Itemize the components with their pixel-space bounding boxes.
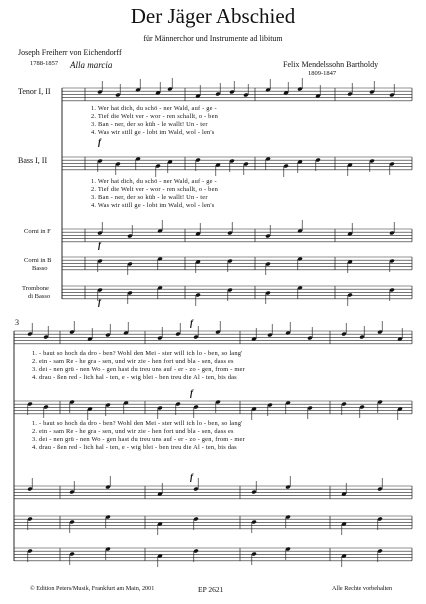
tempo-marking: Alla marcia [70,60,113,70]
lyric-tenor-3: 3. Ban - ner, der so küh - le wallt! Un - ter [91,121,208,128]
lyric2-bass-3: 3. dei - nen grü - nen Wo - gen hast du treu uns auf - er - zo - gen, from - mer [32,436,245,443]
lyric-bass-1: 1. Wer hat dich, du schö - ner Wald, auf - ge - [91,178,217,185]
page-subtitle: für Männerchor und Instrumente ad libitum [143,34,283,43]
lyric-tenor-1: 1. Wer hat dich, du schö - ner Wald, auf - ge - [91,105,217,112]
lyric2-tenor-2: 2. ein - sam Re - he gra - sen, und wir zie - hen fort und bla - sen, dass es [32,358,234,365]
lyric2-bass-2: 2. ein - sam Re - he gra - sen, und wir zie - hen fort und bla - sen, dass es [32,428,234,435]
lyric-bass-3: 3. Ban - ner, der so küh - le wallt! Un - ter [91,194,208,201]
lyric-bass-4: 4. Was wir still ge - lobt im Wald, wol - len's [91,202,215,209]
measure-number: 3 [15,318,19,327]
composer-years: 1809-1847 [308,70,337,77]
lyric-tenor-4: 4. Was wir still ge - lobt im Wald, wol - len's [91,129,215,136]
lyric-bass-2: 2. Tief die Welt ver - wor - ren schallt, o - ben [91,186,219,193]
dynamic-f-trombone: f [98,297,101,307]
footer-rights: Alle Rechte vorbehalten [332,585,393,592]
lyric2-tenor-4: 4. drau - ßen red - lich hal - ten, e - wig blei - ben treu die Al - ten, bis das [32,374,237,381]
dynamic-f-sys2-tenor: f [190,318,193,328]
lyric2-tenor-3: 3. dei - nen grü - nen Wo - gen hast du treu uns auf - er - zo - gen, from - mer [32,366,245,373]
label-corni-b-basso: Basso [32,265,48,272]
lyric2-tenor-1: 1. - baut so hoch da dro - ben? Wohl den Mei - ster will ich lo - ben, so lang' [32,350,243,357]
label-corni-f: Corni in F [24,228,51,235]
label-tenor: Tenor I, II [18,87,51,96]
lyric2-bass-4: 4. drau - ßen red - lich hal - ten, e - wig blei - ben treu die Al - ten, bis das [32,444,237,451]
label-trombone: Trombone [22,285,49,292]
page-title: Der Jäger Abschied [130,4,296,28]
dynamic-f-bass: f [98,137,101,147]
label-bass: Bass I, II [18,156,48,165]
dynamic-f-sys2-corni: f [190,472,193,482]
dynamic-f-sys2-bass: f [190,388,193,398]
poet-years: 1788-1857 [30,60,59,67]
footer-plate: EP 2621 [198,585,224,594]
dynamic-f-corni: f [98,240,101,250]
label-trombone-basso: di Basso [28,293,51,300]
poet-name: Joseph Freiherr von Eichendorff [18,48,122,57]
lyric-tenor-2: 2. Tief die Welt ver - wor - ren schallt, o - ben [91,113,219,120]
composer-name: Felix Mendelssohn Bartholdy [283,60,379,69]
label-corni-b: Corni in B [24,257,52,264]
lyric2-bass-1: 1. - baut so hoch da dro - ben? Wohl den Mei - ster will ich lo - ben, so lang' [32,420,243,427]
footer-copyright: © Edition Peters/Musik, Frankfurt am Main, 2001 [30,585,155,592]
